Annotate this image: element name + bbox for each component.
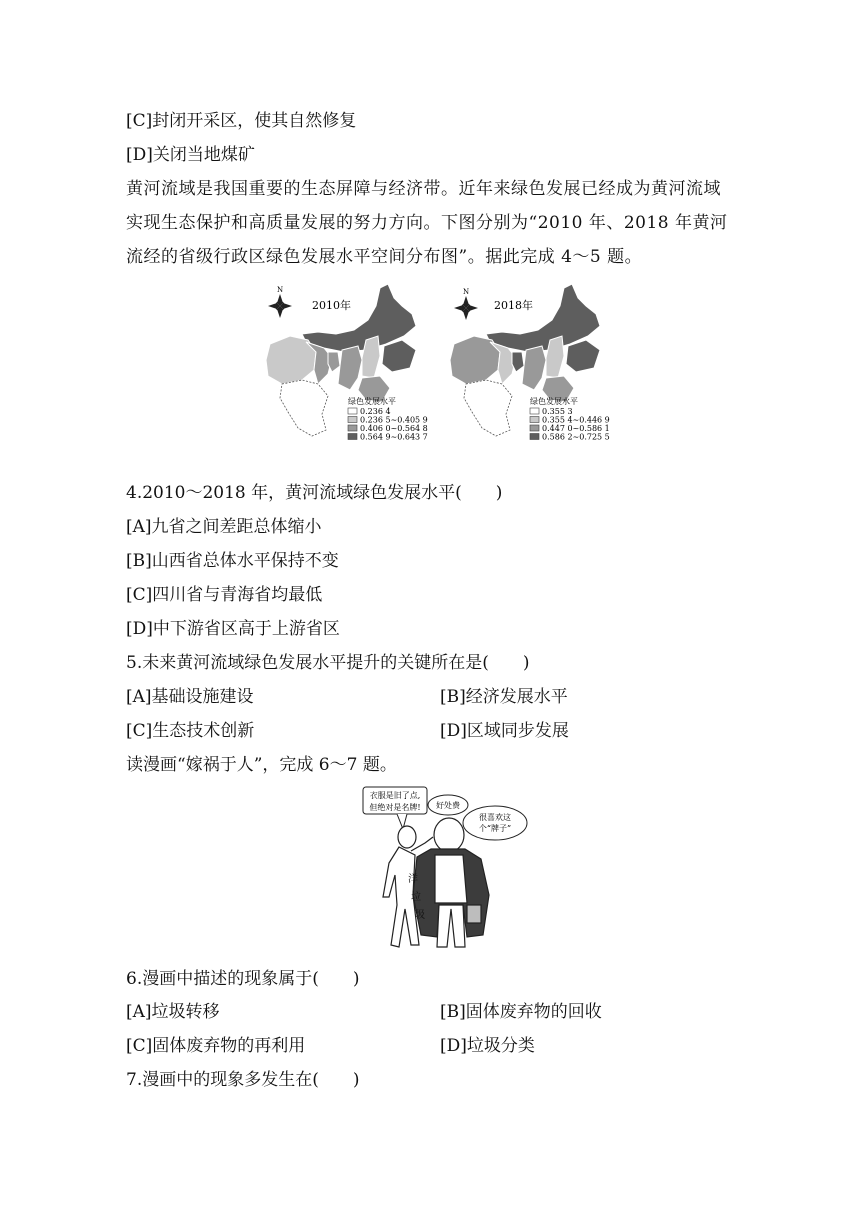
legend-item: 0.447 0~0.586 1 xyxy=(542,424,610,433)
question-6-option-d: [D]垃圾分类 xyxy=(440,1036,535,1056)
bubble-text: 但绝对是名牌! xyxy=(369,803,421,812)
legend-item: 0.586 2~0.725 5 xyxy=(542,432,610,442)
intro-paragraph-4-5: 黄河流域是我国重要的生态屏障与经济带。近年来绿色发展已经成为黄河流域实现生态保护和高质量发展的努力方向。下图分别为“2010 年、2018 年黄河流经的省级行政区绿色发展水平空间分布图”。据此完成 4～5 题。 xyxy=(126,179,728,267)
legend-item: 0.406 0~0.564 8 xyxy=(360,424,428,433)
north-label: N xyxy=(462,288,470,296)
question-6-option-a: [A]垃圾转移 xyxy=(126,1002,220,1022)
option-d-previous: [D]关闭当地煤矿 xyxy=(126,145,255,165)
province-ningxia xyxy=(328,352,340,372)
question-4-option-a: [A]九省之间差距总体缩小 xyxy=(126,517,322,537)
question-4-option-c: [C]四川省与青海省均最低 xyxy=(126,585,323,605)
north-label: N xyxy=(276,286,284,294)
question-4-option-d: [D]中下游省区高于上游省区 xyxy=(126,619,340,639)
legend-item: 0.355 3 xyxy=(542,407,573,416)
legend-title: 绿色发展水平 xyxy=(348,397,396,406)
question-6-option-b: [B]固体废弃物的回收 xyxy=(440,1002,602,1022)
legend-item: 0.236 5~0.405 9 xyxy=(360,415,428,425)
legend-item: 0.236 4 xyxy=(360,407,391,416)
question-6-option-c: [C]固体废弃物的再利用 xyxy=(126,1036,306,1056)
map-year-label: 2010年 xyxy=(312,299,351,312)
bubble-text: 个“牌子” xyxy=(478,824,512,833)
province-shandong xyxy=(566,340,600,372)
question-6-stem: 6.漫画中描述的现象属于( ) xyxy=(126,969,360,989)
province-sichuan xyxy=(280,380,328,436)
intro-6-7: 读漫画“嫁祸于人”，完成 6～7 题。 xyxy=(126,755,397,775)
province-sichuan xyxy=(464,380,512,436)
question-4-stem: 4.2010～2018 年，黄河流域绿色发展水平( ) xyxy=(126,483,503,503)
legend-2010 xyxy=(348,396,428,442)
coat-char: 垃 xyxy=(411,892,421,903)
province-ningxia xyxy=(512,352,524,372)
yellow-river-green-development-maps xyxy=(262,280,612,442)
map-2018 xyxy=(450,284,610,442)
north-arrow-icon xyxy=(268,286,292,318)
coat-char: 洋 xyxy=(408,874,418,885)
speech-bubble-middle xyxy=(428,795,468,815)
question-4-option-b: [B]山西省总体水平保持不变 xyxy=(126,551,339,571)
legend-item: 0.355 4~0.446 9 xyxy=(542,415,610,425)
bubble-text: 很喜欢这 xyxy=(479,813,511,822)
speech-bubble-left xyxy=(363,787,427,829)
map-year-label: 2018年 xyxy=(494,299,533,312)
north-arrow-icon xyxy=(454,288,478,320)
province-shaanxi xyxy=(338,346,362,390)
cartoon-foreign-garbage xyxy=(355,785,530,953)
question-5-option-c: [C]生态技术创新 xyxy=(126,721,255,741)
coat-char: 圾 xyxy=(415,910,425,921)
speech-bubble-right xyxy=(463,806,527,840)
legend-title: 绿色发展水平 xyxy=(530,397,578,406)
province-shaanxi xyxy=(522,346,546,390)
question-5-option-d: [D]区域同步发展 xyxy=(440,721,569,741)
legend-2018 xyxy=(530,396,610,442)
option-c-previous: [C]封闭开采区，使其自然修复 xyxy=(126,111,357,131)
bubble-text: 好处费 xyxy=(436,801,460,810)
question-7-stem: 7.漫画中的现象多发生在( ) xyxy=(126,1070,360,1090)
legend-item: 0.564 9~0.643 7 xyxy=(360,432,428,442)
question-5-stem: 5.未来黄河流域绿色发展水平提升的关键所在是( ) xyxy=(126,653,530,673)
map-2010 xyxy=(266,284,428,442)
bubble-text: 衣服是旧了点, xyxy=(369,791,421,800)
province-shandong xyxy=(382,340,416,372)
question-5-option-a: [A]基础设施建设 xyxy=(126,687,254,707)
question-5-option-b: [B]经济发展水平 xyxy=(440,687,568,707)
